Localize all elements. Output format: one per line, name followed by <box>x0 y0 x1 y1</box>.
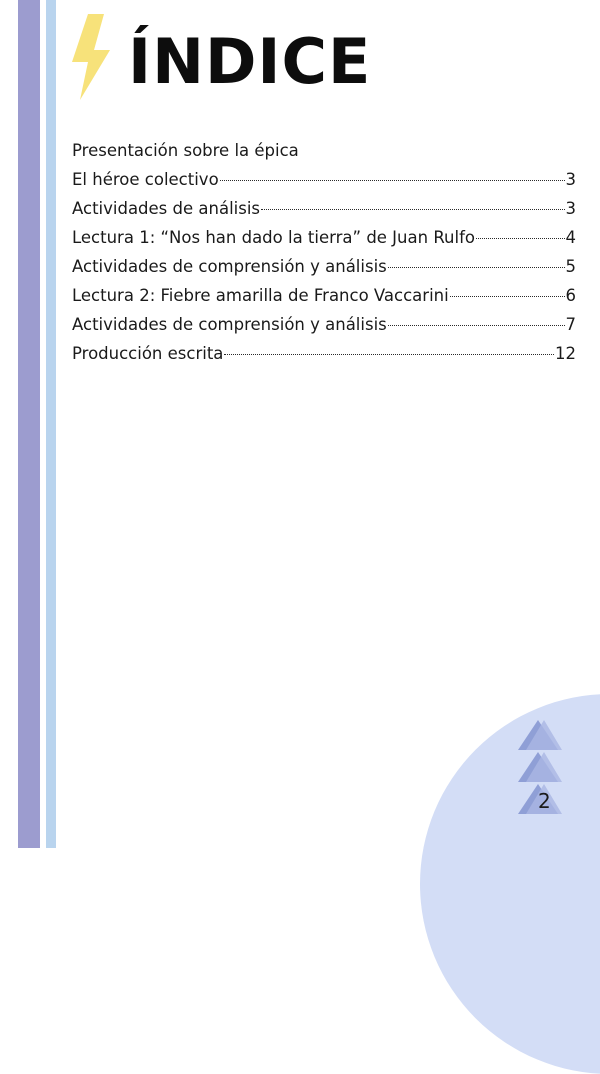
toc-entry <box>72 281 576 310</box>
dot-leader <box>261 209 564 210</box>
toc-entry-label: El héroe colectivo <box>72 170 219 189</box>
toc-entry-label: Actividades de comprensión y análisis <box>72 315 387 334</box>
toc-entry-page: 5 <box>565 257 576 276</box>
toc-entry <box>72 194 576 223</box>
toc-entry-page: 3 <box>565 170 576 189</box>
toc-entry <box>72 252 576 281</box>
left-purple-stripe <box>18 0 40 848</box>
toc-entry-page: 7 <box>565 315 576 334</box>
lightning-bolt-icon <box>64 12 114 102</box>
toc-entry-label: Lectura 2: Fiebre amarilla de Franco Vaccarini <box>72 286 449 305</box>
toc-entry-label: Actividades de comprensión y análisis <box>72 257 387 276</box>
decorative-corner-circle <box>420 694 600 1074</box>
page-title: ÍNDICE <box>128 25 372 98</box>
dot-leader <box>220 180 565 181</box>
toc-entry-label: Actividades de análisis <box>72 199 261 218</box>
toc-entry-page: 6 <box>565 286 576 305</box>
dot-leader <box>450 296 565 297</box>
toc-entry-label: Producción escrita <box>72 344 224 363</box>
toc-entry <box>72 310 576 339</box>
toc-entry-page: 12 <box>555 344 576 363</box>
toc-entry-page: 3 <box>565 199 576 218</box>
toc-entry <box>72 223 576 252</box>
toc-entry <box>72 165 576 194</box>
toc-entry-label: Lectura 1: “Nos han dado la tierra” de Juan Rulfo <box>72 228 475 247</box>
left-blue-stripe <box>46 0 56 848</box>
dot-leader <box>388 325 565 326</box>
toc-entry <box>72 339 576 368</box>
dot-leader <box>388 267 565 268</box>
toc-entry-page: 4 <box>565 228 576 247</box>
table-of-contents <box>72 136 576 368</box>
dot-leader <box>224 354 554 355</box>
toc-heading: Presentación sobre la épica <box>72 141 299 160</box>
dot-leader <box>476 238 565 239</box>
page-number: 2 <box>538 789 551 813</box>
